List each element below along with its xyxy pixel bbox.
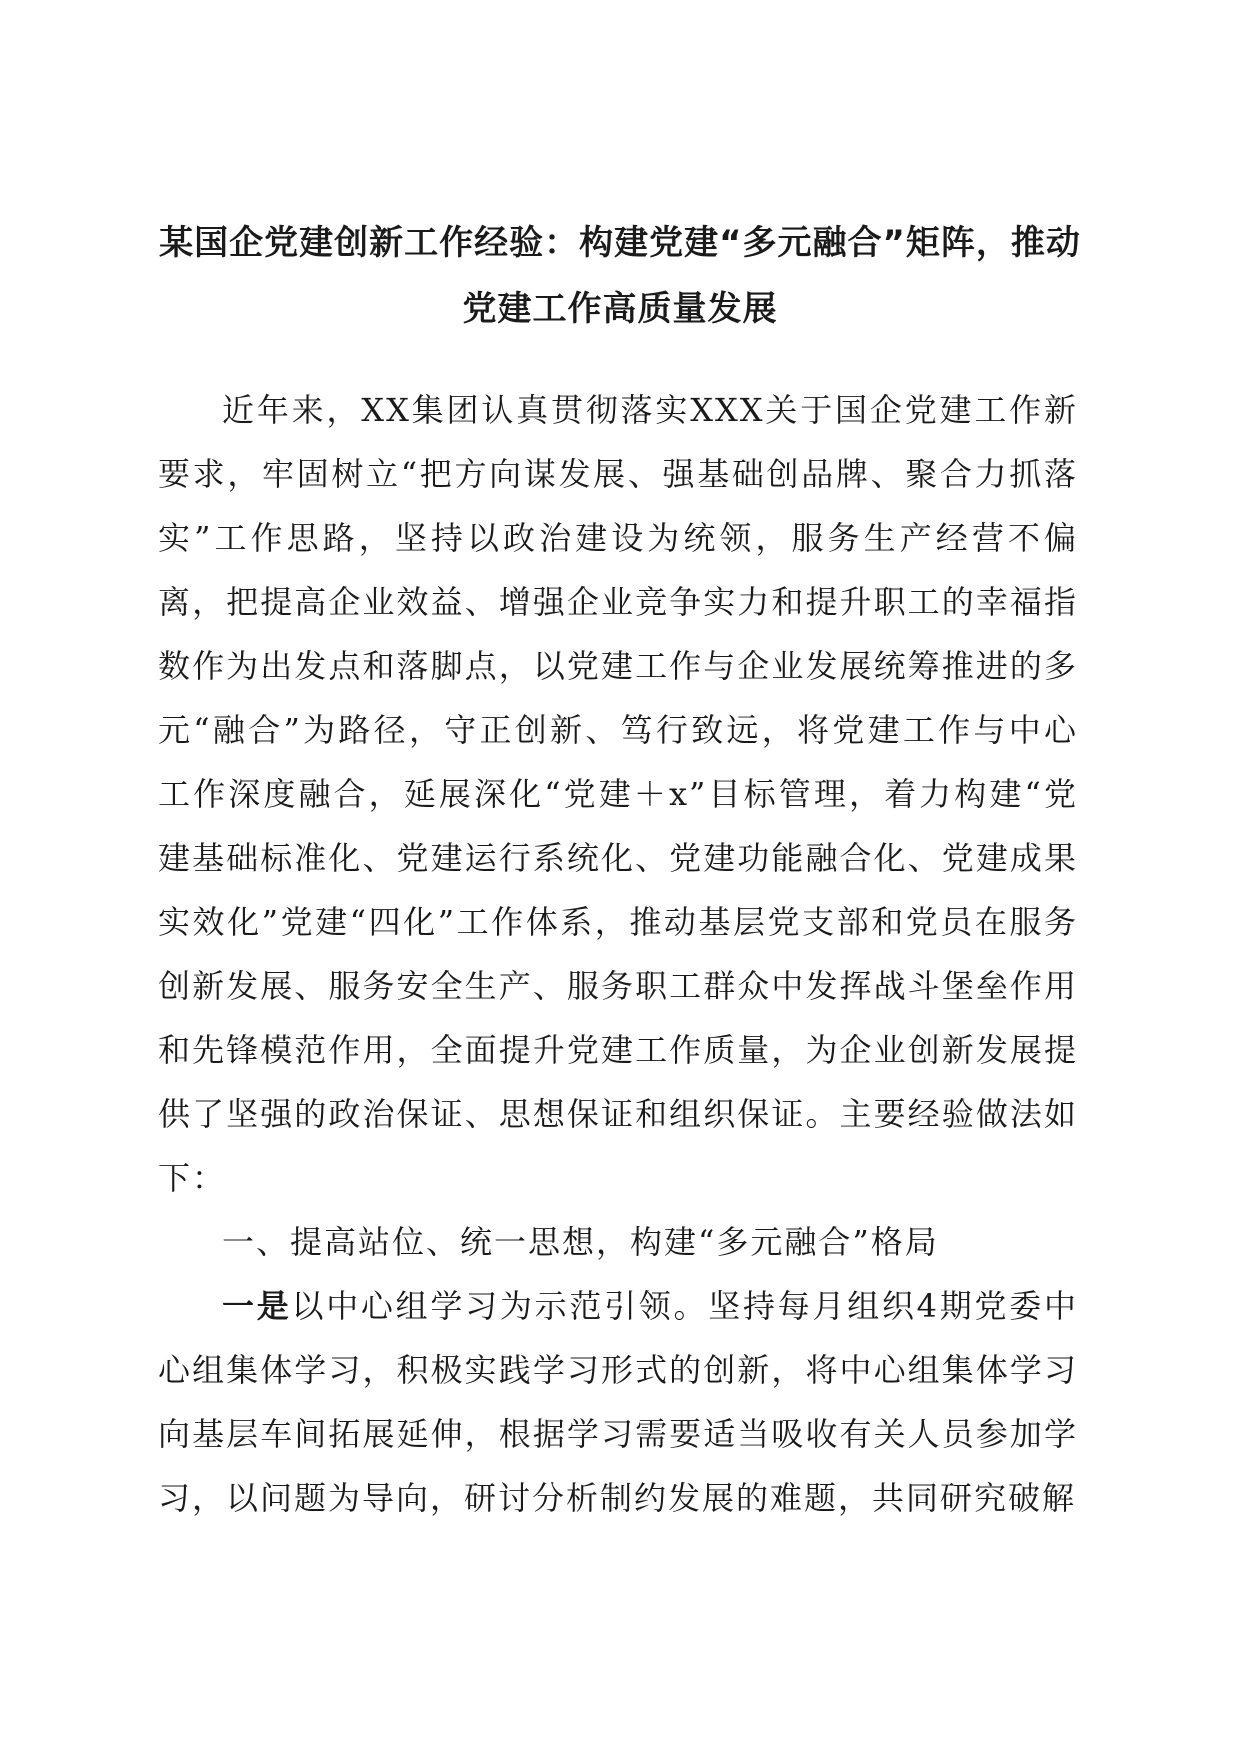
section-heading: 一、提高站位、统一思想，构建“多元融合”格局 xyxy=(222,1223,939,1261)
item-paragraph xyxy=(158,1274,1078,1530)
item-lead: 一是 xyxy=(222,1287,292,1325)
item-text: 以中心组学习为示范引领。坚持每月组织4期党委中心组集体学习，积极实践学习形式的创新，将中心组集体学习向基层车间拓展延伸，根据学习需要适当吸收有关人员参加学习，以问题为导向，研讨分析制约发展的难题，共同研究破解 xyxy=(158,1287,1078,1517)
document-title xyxy=(150,210,1090,342)
title-line-2: 党建工作高质量发展 xyxy=(462,289,778,329)
title-line-1: 某国企党建创新工作经验：构建党建“多元融合”矩阵，推动 xyxy=(159,223,1081,263)
document-body xyxy=(158,378,1078,1530)
intro-paragraph: 近年来，XX集团认真贯彻落实XXX关于国企党建工作新要求，牢固树立“把方向谋发展、强基础创品牌、聚合力抓落实”工作思路，坚持以政治建设为统领，服务生产经营不偏离，把提高企业效益、增强企业竞争实力和提升职工的幸福指数作为出发点和落脚点，以党建工作与企业发展统筹推进的多元“融合”为路径，守正创新、笃行致远，将党建工作与中心工作深度融合，延展深化“党建＋x”目标管理，着力构建“党建基础标准化、党建运行系统化、党建功能融合化、党建成果实效化”党建“四化”工作体系，推动基层党支部和党员在服务创新发展、服务安全生产、服务职工群众中发挥战斗堡垒作用和先锋模范作用，全面提升党建工作质量，为企业创新发展提供了坚强的政治保证、思想保证和组织保证。主要经验做法如下： xyxy=(158,391,1078,1197)
